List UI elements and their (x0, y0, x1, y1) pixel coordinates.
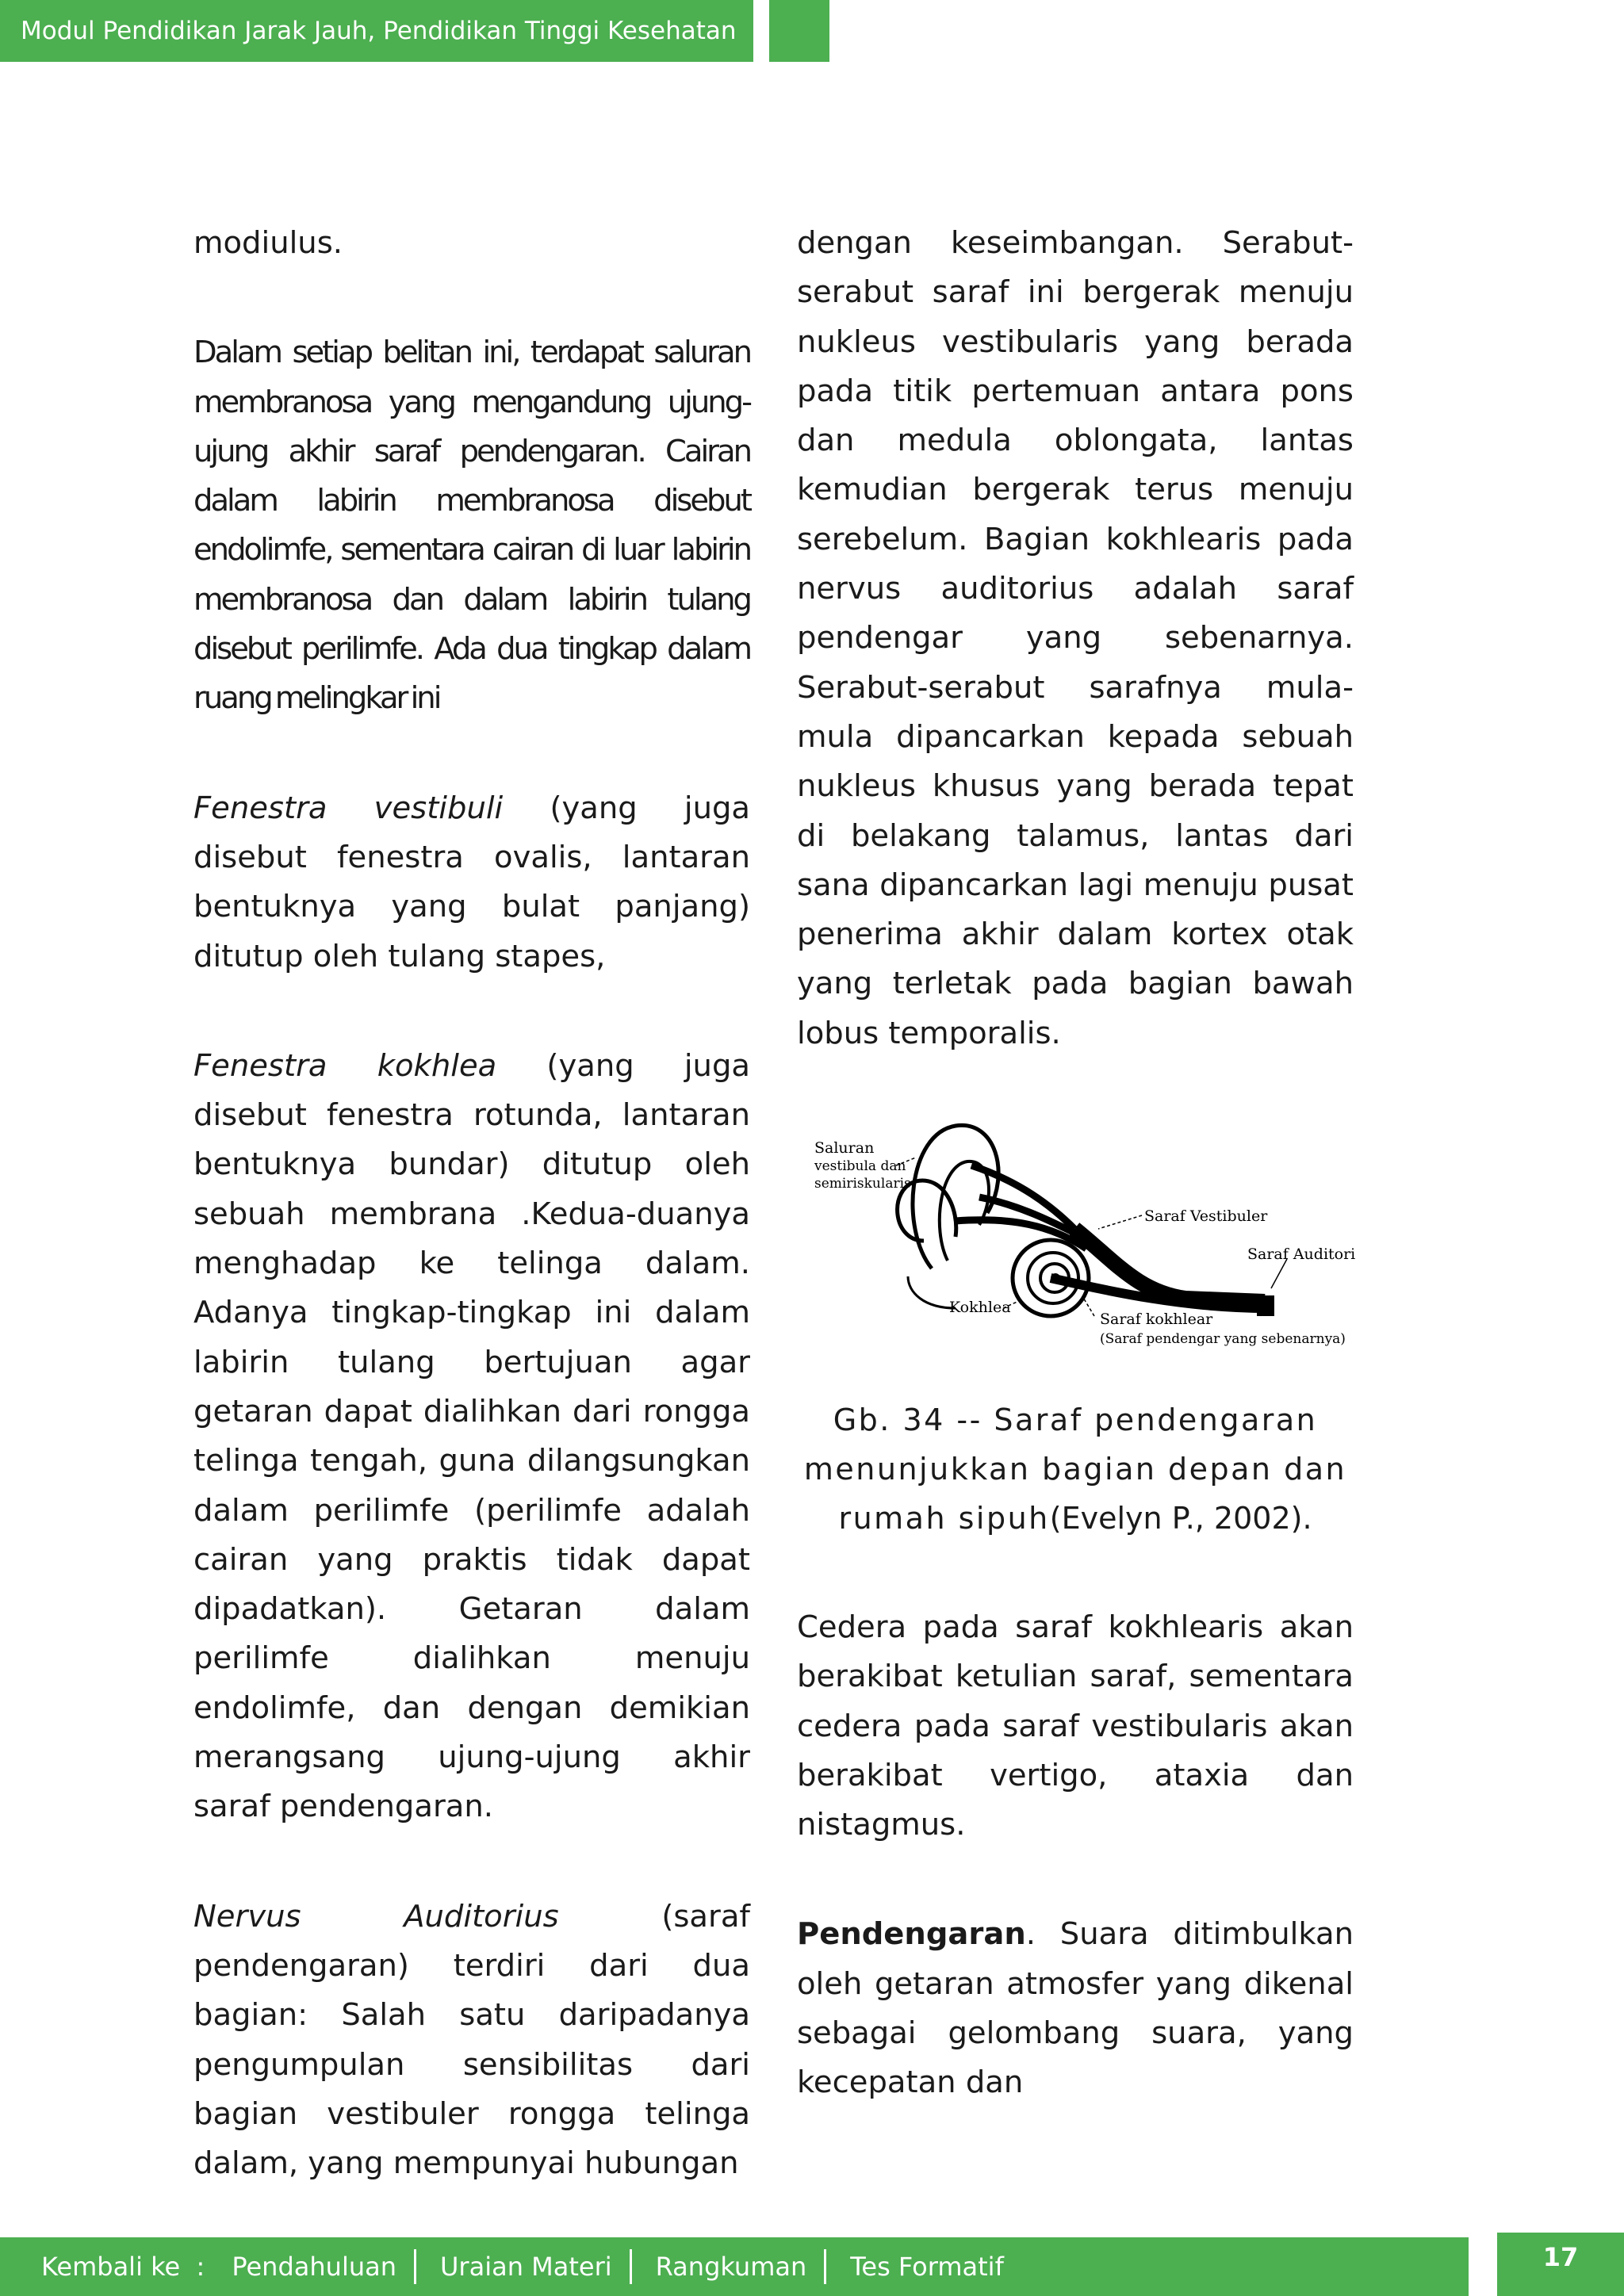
footer-link-tes-formatif[interactable]: Tes Formatif (850, 2252, 1004, 2282)
term-nervus-auditorius: Nervus Auditorius (193, 1898, 559, 1934)
vestibule-outline (908, 1276, 956, 1308)
footer-link-uraian-materi[interactable]: Uraian Materi (440, 2252, 612, 2282)
left-paragraph-3 (193, 784, 750, 982)
left-column (193, 219, 750, 2188)
header-title: Modul Pendidikan Jarak Jauh, Pendidikan Tinggi Kesehatan (0, 0, 753, 62)
left-paragraph-5-text: (saraf pendengaran) terdiri dari dua bagian: Salah satu daripadanya pengumpulan sensibilitas dari bagian vestibuler rongga telinga dalam, yang mempunyai hubungan (193, 1898, 750, 2182)
label-saraf-pendengar: (Saraf pendengar yang sebenarnya) (1100, 1331, 1346, 1347)
left-paragraph-2-text: Dalam setiap belitan ini, terdapat saluran membranosa yang mengandung ujung-ujung akhir saraf pendengaran. Cairan dalam labirin membranosa disebut endolimfe, sementara cairan di luar labirin membranosa dan dalam labirin tulang disebut perilimfe. Ada dua tingkap dalam ruang melingkar ini (193, 335, 750, 717)
right-column-top (797, 219, 1354, 1058)
auditory-nerve-end (1257, 1295, 1274, 1316)
label-saluran-2: vestibula dan (814, 1158, 906, 1174)
left-paragraph-3-text: (yang juga disebut fenestra ovalis, lantaran bentuknya yang bulat panjang) ditutup oleh tulang stapes, (193, 790, 750, 974)
figure-caption-main: Gb. 34 -- Saraf pendengaran menunjukkan bagian depan dan rumah sipuh (803, 1402, 1347, 1536)
figure-caption (797, 1395, 1354, 1543)
right-paragraph-1: dengan keseimbangan. Serabut-serabut saraf ini bergerak menuju nukleus vestibularis yang berada pada titik pertemuan antara pons dan medula oblongata, lantas kemudian bergerak terus menuju serebelum. Bagian kokhlearis pada nervus auditorius adalah saraf pendengar yang sebenarnya. Serabut-serabut sarafnya mula-mula dipancarkan kepada sebuah nukleus khusus yang berada tepat di belakang talamus, lantas dari sana dipancarkan lagi menuju pusat penerima akhir dalam kortex otak yang terletak pada bagian bawah lobus temporalis. (797, 225, 1354, 1051)
right-paragraph-2: Cedera pada saraf kokhlearis akan berakibat ketulian saraf, sementara cedera pada saraf vestibularis akan berakibat vertigo, ataxia dan nistagmus. (797, 1609, 1354, 1843)
footer-separator (630, 2249, 632, 2284)
canal-posterior (940, 1161, 989, 1261)
right-paragraph-3-text: . Suara ditimbulkan oleh getaran atmosfer yang dikenal sebagai gelombang suara, yang kecepatan dan (797, 1916, 1354, 2101)
right-column-bottom (797, 1603, 1354, 2108)
footer-separator (414, 2249, 416, 2284)
left-paragraph-4-text: (yang juga disebut fenestra rotunda, lantaran bentuknya bundar) ditutup oleh sebuah membrana .Kedua-duanya menghadap ke telinga dalam. Adanya tingkap-tingkap ini dalam labirin tulang bertujuan agar getaran dapat dialihkan dari rongga telinga tengah, guna dilangsungkan dalam perilimfe (perilimfe adalah cairan yang praktis tidak dapat dipadatkan). Getaran dalam perilimfe dialihkan menuju endolimfe, dan dengan demikian merangsang ujung-ujung akhir saraf pendengaran. (193, 1047, 750, 1825)
ear-nerve-illustration (813, 1070, 1356, 1364)
term-pendengaran: Pendengaran (797, 1916, 1026, 1953)
left-paragraph-1: modiulus. (193, 225, 343, 261)
label-saraf-auditori: Saraf Auditori (1247, 1246, 1356, 1263)
label-saraf-vestibuler: Saraf Vestibuler (1144, 1207, 1268, 1225)
label-saraf-kokhlear: Saraf kokhlear (1100, 1311, 1213, 1328)
label-saluran-1: Saluran (814, 1139, 875, 1157)
left-paragraph-4 (193, 1042, 750, 1832)
footer-separator (824, 2249, 826, 2284)
right-paragraph-3 (797, 1910, 1354, 2107)
header-accent-box (769, 0, 829, 62)
figure-caption-citation: (Evelyn P., 2002). (1049, 1501, 1312, 1536)
footer-link-pendahuluan[interactable]: Pendahuluan (232, 2252, 396, 2282)
label-saluran-3: semiriskularis (814, 1176, 911, 1192)
term-fenestra-kokhlea: Fenestra kokhlea (193, 1047, 497, 1084)
ear-nerve-figure (813, 1070, 1356, 1364)
cochlea-core (1051, 1273, 1060, 1283)
left-paragraph-2 (193, 328, 750, 723)
footer-prefix: Kembali ke : (41, 2252, 205, 2282)
footer-nav (0, 2237, 1469, 2296)
footer-link-rangkuman[interactable]: Rangkuman (655, 2252, 807, 2282)
left-paragraph-5 (193, 1892, 750, 2189)
term-fenestra-vestibuli: Fenestra vestibuli (193, 790, 504, 826)
label-kokhlea: Kokhlea (949, 1299, 1011, 1316)
page-number: 17 (1497, 2233, 1624, 2296)
